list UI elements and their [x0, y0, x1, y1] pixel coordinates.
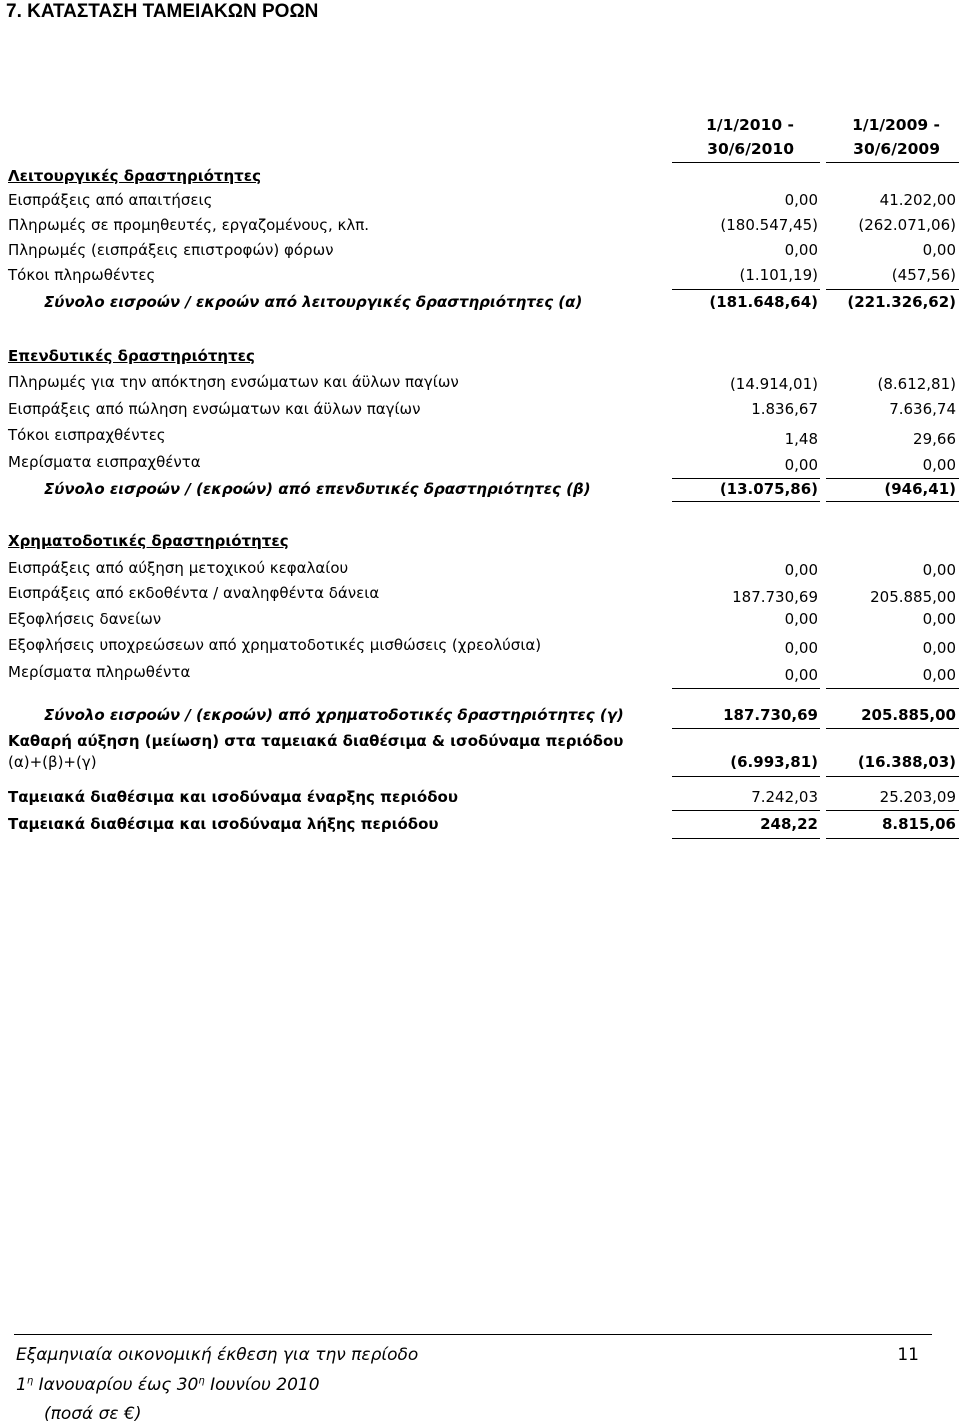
footer-report-title: Εξαμηνιαία οικονομική έκθεση για την περίοδο — [16, 1345, 419, 1365]
financing-row-value-2010: 0,00 — [784, 666, 818, 684]
investing-total-underline-col2 — [826, 501, 959, 502]
financing-row-label: Μερίσματα πληρωθέντα — [8, 663, 191, 681]
operating-row-label: Πληρωμές (εισπράξεις επιστροφών) φόρων — [8, 241, 334, 259]
closing-cash-underline-col2 — [826, 838, 959, 839]
footer-rule — [14, 1334, 932, 1335]
operating-row-value-2009: 41.202,00 — [879, 191, 956, 209]
opening-cash-rule-col2 — [826, 810, 959, 811]
investing-total-underline-col1 — [672, 501, 820, 502]
header-rule-col1 — [672, 162, 820, 163]
investing-row-value-2010: (14.914,01) — [729, 375, 818, 393]
investing-total-label: Σύνολο εισροών / (εκροών) από επενδυτικές δραστηριότητες (β) — [44, 480, 591, 498]
financing-row-label: Εξοφλήσεις υποχρεώσεων από χρηματοδοτικές μισθώσεις (χρεολύσια) — [8, 636, 542, 654]
financing-section-title: Χρηματοδοτικές δραστηριότητες — [8, 532, 289, 550]
operating-total-value-2009: (221.326,62) — [847, 293, 956, 311]
closing-cash-value-2009: 8.815,06 — [881, 815, 956, 833]
operating-row-value-2009: (262.071,06) — [858, 216, 956, 234]
opening-cash-value-2009: 25.203,09 — [879, 788, 956, 806]
footer-period-part: 1 — [16, 1375, 27, 1395]
closing-cash-value-2010: 248,22 — [760, 815, 818, 833]
page-heading: 7. ΚΑΤΑΣΤΑΣΗ ΤΑΜΕΙΑΚΩΝ ΡΟΩΝ — [6, 1, 319, 22]
financing-total-underline-col1 — [672, 728, 820, 729]
closing-cash-label: Ταμειακά διαθέσιμα και ισοδύναμα λήξης περιόδου — [8, 815, 439, 833]
investing-row-label: Πληρωμές για την απόκτηση ενσώματων και άϋλων παγίων — [8, 373, 459, 391]
footer-period-part: Ιανουαρίου έως 30 — [33, 1375, 199, 1395]
financing-row-label: Εισπράξεις από αύξηση μετοχικού κεφαλαίου — [8, 559, 349, 577]
financing-row-value-2010: 0,00 — [784, 610, 818, 628]
operating-row-value-2010: (1.101,19) — [739, 266, 818, 284]
operating-total-label: Σύνολο εισροών / εκροών από λειτουργικές δραστηριότητες (α) — [44, 293, 583, 311]
financing-rule-col2 — [826, 688, 959, 689]
net-change-label-line1: Καθαρή αύξηση (μείωση) στα ταμειακά διαθέσιμα & ισοδύναμα περιόδου — [8, 732, 624, 750]
financing-row-value-2010: 187.730,69 — [732, 588, 818, 606]
investing-row-value-2009: (8.612,81) — [877, 375, 956, 393]
footer-period — [16, 1373, 320, 1397]
investing-row-value-2010: 0,00 — [784, 456, 818, 474]
investing-row-label: Μερίσματα εισπραχθέντα — [8, 453, 201, 471]
opening-cash-value-2010: 7.242,03 — [751, 788, 818, 806]
net-change-value-2009: (16.388,03) — [857, 753, 956, 771]
financing-row-value-2009: 0,00 — [922, 561, 956, 579]
financing-row-label: Εισπράξεις από εκδοθέντα / αναληφθέντα δάνεια — [8, 584, 380, 602]
opening-cash-rule-col1 — [672, 810, 820, 811]
investing-row-label: Εισπράξεις από πώληση ενσώματων και άϋλων παγίων — [8, 400, 421, 418]
financing-row-label: Εξοφλήσεις δανείων — [8, 610, 162, 628]
operating-row-value-2009: (457,56) — [891, 266, 956, 284]
column-header-2010-line1: 1/1/2010 - — [706, 116, 794, 134]
investing-total-value-2009: (946,41) — [884, 480, 956, 498]
opening-cash-label: Ταμειακά διαθέσιμα και ισοδύναμα έναρξης περιόδου — [8, 788, 458, 806]
column-header-2009-line1: 1/1/2009 - — [852, 116, 940, 134]
investing-row-value-2009: 29,66 — [913, 430, 956, 448]
investing-row-value-2009: 7.636,74 — [889, 400, 956, 418]
investing-row-value-2009: 0,00 — [922, 456, 956, 474]
financing-row-value-2010: 0,00 — [784, 561, 818, 579]
financing-rule-col1 — [672, 688, 820, 689]
financing-row-value-2009: 205.885,00 — [870, 588, 956, 606]
financing-total-value-2010: 187.730,69 — [723, 706, 818, 724]
investing-row-value-2010: 1.836,67 — [751, 400, 818, 418]
footer-currency-note: (ποσά σε €) — [44, 1404, 142, 1424]
operating-row-value-2009: 0,00 — [922, 241, 956, 259]
footer-period-superscript: η — [26, 1375, 34, 1387]
net-change-underline-col2 — [826, 776, 959, 777]
financing-row-value-2009: 0,00 — [922, 666, 956, 684]
footer-period-superscript: η — [198, 1375, 205, 1387]
operating-row-value-2010: 0,00 — [784, 191, 818, 209]
investing-row-value-2010: 1,48 — [784, 430, 818, 448]
operating-row-value-2010: (180.547,45) — [720, 216, 818, 234]
investing-row-label: Τόκοι εισπραχθέντες — [8, 426, 166, 444]
column-header-2009-line2: 30/6/2009 — [853, 140, 940, 158]
footer-period-part: Ιουνίου 2010 — [204, 1375, 320, 1395]
operating-row-label: Πληρωμές σε προμηθευτές, εργαζομένους, κλπ. — [8, 216, 370, 234]
operating-section-title: Λειτουργικές δραστηριότητες — [8, 167, 261, 185]
investing-section-title: Επενδυτικές δραστηριότητες — [8, 347, 255, 365]
financing-row-value-2009: 0,00 — [922, 610, 956, 628]
financing-total-label: Σύνολο εισροών / (εκροών) από χρηματοδοτικές δραστηριότητες (γ) — [44, 706, 624, 724]
closing-cash-underline-col1 — [672, 838, 820, 839]
financing-row-value-2009: 0,00 — [922, 639, 956, 657]
net-change-underline-col1 — [672, 776, 820, 777]
financing-total-underline-col2 — [826, 728, 959, 729]
operating-row-value-2010: 0,00 — [784, 241, 818, 259]
financing-row-value-2010: 0,00 — [784, 639, 818, 657]
column-header-2010-line2: 30/6/2010 — [707, 140, 794, 158]
investing-total-value-2010: (13.075,86) — [719, 480, 818, 498]
net-change-label-line2: (α)+(β)+(γ) — [8, 753, 97, 771]
net-change-value-2010: (6.993,81) — [730, 753, 818, 771]
operating-row-label: Εισπράξεις από απαιτήσεις — [8, 191, 213, 209]
operating-row-label: Τόκοι πληρωθέντες — [8, 266, 156, 284]
financing-total-value-2009: 205.885,00 — [861, 706, 956, 724]
page-number: 11 — [897, 1345, 919, 1365]
header-rule-col2 — [826, 162, 959, 163]
operating-total-value-2010: (181.648,64) — [709, 293, 818, 311]
